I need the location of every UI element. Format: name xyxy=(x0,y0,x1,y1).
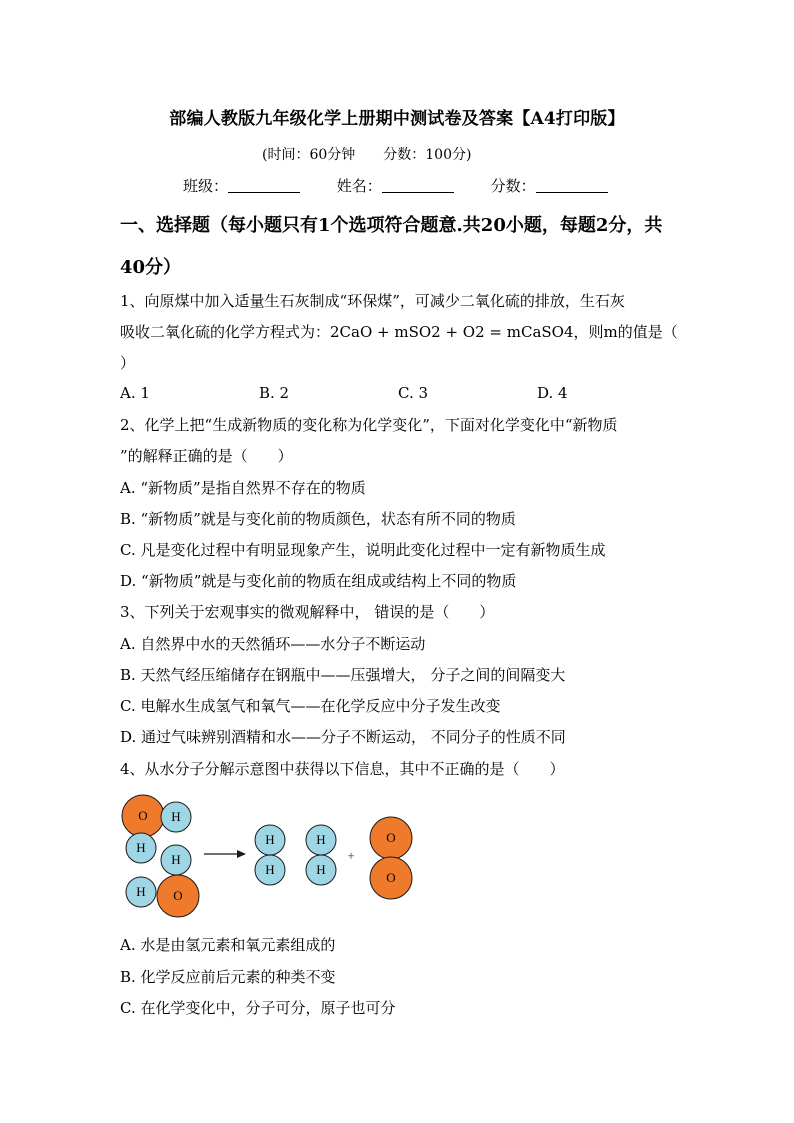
class-blank[interactable] xyxy=(228,178,300,193)
oxygen-molecule xyxy=(370,817,412,899)
reaction-arrow-icon xyxy=(204,850,246,858)
q4-stem: 4、从水分子分解示意图中获得以下信息，其中不正确的是（ ） xyxy=(120,760,565,778)
q3-option-c[interactable]: C. 电解水生成氢气和氧气——在化学反应中分子发生改变 xyxy=(120,697,501,715)
q3-option-a[interactable]: A. 自然界中水的天然循环——水分子不断运动 xyxy=(120,635,426,653)
q4-option-c[interactable]: C. 在化学变化中，分子可分，原子也可分 xyxy=(120,999,396,1017)
q1-option-b[interactable]: B. 2 xyxy=(259,384,290,402)
q2-option-a[interactable]: A. “新物质”是指自然界不存在的物质 xyxy=(120,479,366,497)
q3-option-b[interactable]: B. 天然气经压缩储存在钢瓶中——压强增大， 分子之间的间隔变大 xyxy=(120,666,566,684)
section-heading: 一、选择题（每小题只有1个选项符合题意.共20小题，每题2分，共 xyxy=(120,215,663,236)
q1-option-d[interactable]: D. 4 xyxy=(537,384,568,402)
hydrogen-atom-label: H xyxy=(265,862,275,877)
q4-option-a[interactable]: A. 水是由氢元素和氧元素组成的 xyxy=(120,936,336,954)
q2-option-c[interactable]: C. 凡是变化过程中有明显现象产生，说明此变化过程中一定有新物质生成 xyxy=(120,541,606,559)
q1-option-c[interactable]: C. 3 xyxy=(398,384,429,402)
time-score-subtitle: (时间：60分钟 分数：100分) xyxy=(262,147,472,163)
q2-stem-line2: ”的解释正确的是（ ） xyxy=(120,447,293,465)
student-info-line xyxy=(183,175,640,196)
section-heading-cont: 40分） xyxy=(120,257,182,278)
plus-sign: + xyxy=(347,848,355,863)
hydrogen-atom-label: H xyxy=(171,809,181,824)
hydrogen-atom-label: H xyxy=(316,832,326,847)
hydrogen-molecule-2 xyxy=(306,825,336,885)
score-label: 分数： xyxy=(490,177,536,195)
q1-stem-line3: ） xyxy=(120,354,136,372)
q3-option-d[interactable]: D. 通过气味辨别酒精和水——分子不断运动， 不同分子的性质不同 xyxy=(120,728,566,746)
hydrogen-molecule-1 xyxy=(255,825,285,885)
name-blank[interactable] xyxy=(382,178,454,193)
page-title: 部编人教版九年级化学上册期中测试卷及答案【A4打印版】 xyxy=(169,109,625,129)
water-decomposition-diagram xyxy=(110,786,440,921)
oxygen-atom-label: O xyxy=(173,888,183,903)
q4-option-b[interactable]: B. 化学反应前后元素的种类不变 xyxy=(120,968,336,986)
name-label: 姓名： xyxy=(336,177,382,195)
hydrogen-atom-label: H xyxy=(265,832,275,847)
q2-option-d[interactable]: D. “新物质”就是与变化前的物质在组成或结构上不同的物质 xyxy=(120,572,517,590)
oxygen-atom-label: O xyxy=(386,870,396,885)
q1-stem-line2: 吸收二氧化硫的化学方程式为：2CaO + mSO2 + O2 = mCaSO4，则m的值是（ xyxy=(120,323,678,341)
hydrogen-atom-label: H xyxy=(136,840,146,855)
q1-stem-line1: 1、向原煤中加入适量生石灰制成“环保煤”，可减少二氧化硫的排放，生石灰 xyxy=(120,292,625,310)
q3-stem: 3、下列关于宏观事实的微观解释中， 错误的是（ ） xyxy=(120,603,495,621)
score-blank[interactable] xyxy=(536,178,608,193)
q2-stem-line1: 2、化学上把“生成新物质的变化称为化学变化”，下面对化学变化中“新物质 xyxy=(120,416,618,434)
class-label: 班级： xyxy=(183,177,229,195)
q1-option-a[interactable]: A. 1 xyxy=(120,384,150,402)
q2-option-b[interactable]: B. “新物质”就是与变化前的物质颜色，状态有所不同的物质 xyxy=(120,510,516,528)
hydrogen-atom-label: H xyxy=(316,862,326,877)
oxygen-atom-label: O xyxy=(386,830,396,845)
oxygen-atom-label: O xyxy=(138,808,148,823)
hydrogen-atom-label: H xyxy=(136,884,146,899)
hydrogen-atom-label: H xyxy=(171,852,181,867)
q1-options xyxy=(120,384,676,402)
